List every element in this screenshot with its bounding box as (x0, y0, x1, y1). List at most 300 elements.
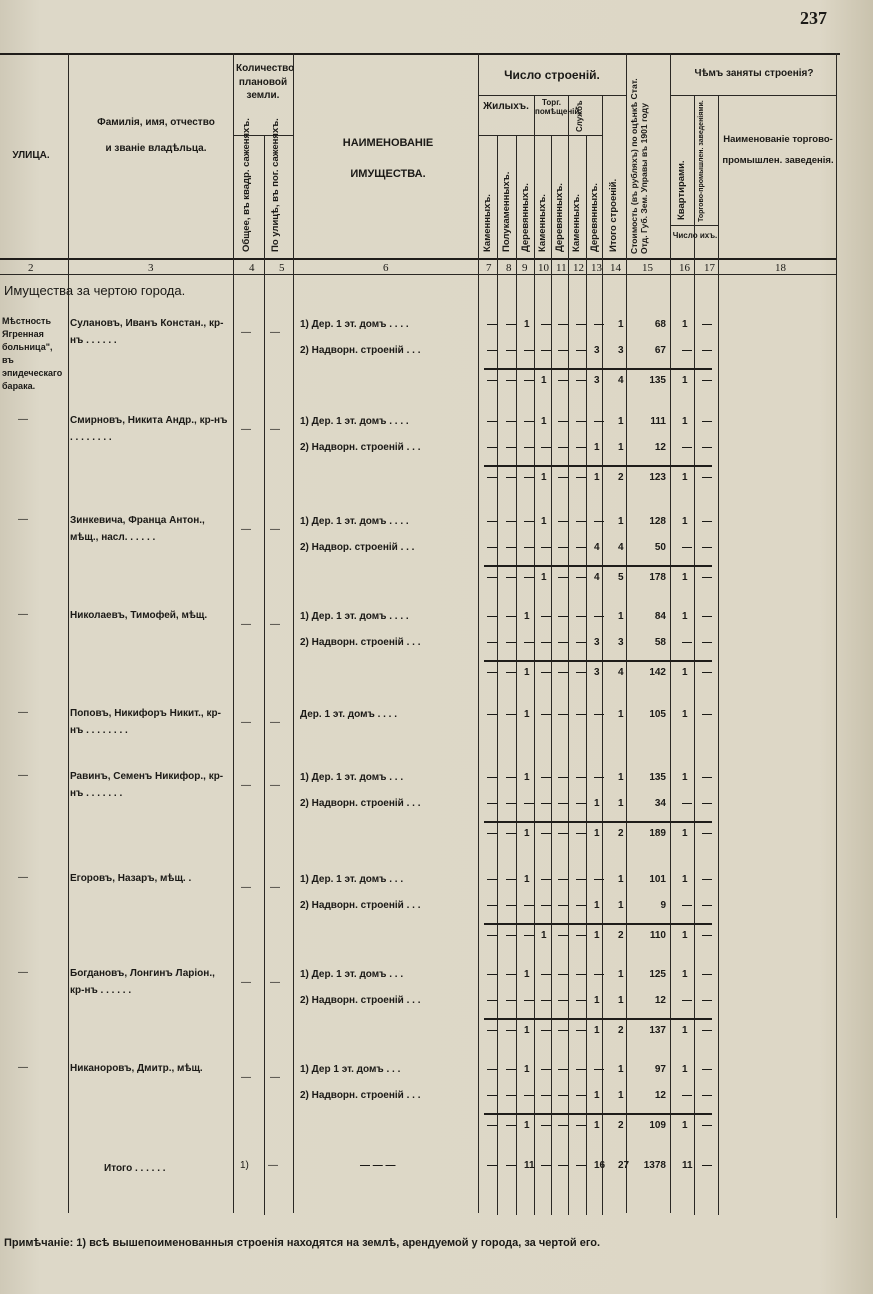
col-divider (586, 135, 587, 1215)
count-cell: — (524, 572, 534, 583)
trade-cell: — (702, 472, 712, 483)
apartments-cell: — (682, 442, 692, 453)
grand-property: — — — (360, 1160, 396, 1171)
apartments-cell: 1 (682, 611, 688, 622)
apartments-cell: 1 (682, 375, 688, 386)
count-cell: — (541, 542, 551, 553)
column-number: 3 (148, 262, 154, 274)
street-cell: — (18, 514, 28, 525)
owner-name: Сулановъ, Иванъ Констан., кр-нъ . . . . . . (70, 318, 224, 346)
header-buildings: Число строеній. (504, 68, 600, 82)
trade-cell: — (702, 375, 712, 386)
count-cell: — (487, 995, 497, 1006)
count-cell: — (594, 709, 604, 720)
col-divider (670, 53, 671, 1213)
count-cell: — (524, 472, 534, 483)
owner-name: Смирновъ, Никита Андр., кр-нъ . . . . . . . . (70, 415, 228, 443)
header-apartments: Квартирами. (676, 160, 687, 220)
count-cell: — (541, 637, 551, 648)
owner-name: Поповъ, Никифоръ Никит., кр-нъ . . . . . . . . (70, 708, 221, 736)
count-cell: — (541, 900, 551, 911)
count-cell: — (576, 930, 586, 941)
count-cell: 4 (594, 542, 600, 553)
trade-cell: — (702, 667, 712, 678)
trade-cell: — (702, 798, 712, 809)
trade-cell: — (702, 572, 712, 583)
subtotal-rule (484, 368, 712, 370)
count-cell: 1 (594, 900, 600, 911)
property-name: 2) Надворн. строеній . . . (300, 345, 421, 356)
trade-cell: — (702, 1064, 712, 1075)
count-cell: — (576, 345, 586, 356)
count-cell: — (506, 1025, 516, 1036)
count-cell: — (524, 900, 534, 911)
apartments-cell: 1 (682, 1025, 688, 1036)
count-cell: — (594, 416, 604, 427)
count-cell: — (558, 375, 568, 386)
property-name: 1) Дер. 1 эт. домъ . . . . (300, 416, 409, 427)
value-cell: 110 (649, 930, 666, 941)
count-cell: — (487, 542, 497, 553)
property-name: 2) Надворн. строеній . . . (300, 995, 421, 1006)
land-street-cell: — (270, 424, 280, 435)
apartments-cell: 1 (682, 516, 688, 527)
count-cell: 1 (594, 930, 600, 941)
count-cell: 4 (594, 572, 600, 583)
column-number: 10 (538, 262, 549, 274)
col-divider (478, 53, 479, 1213)
count-cell: — (541, 969, 551, 980)
colnum-rule (0, 274, 836, 275)
count-cell: — (487, 611, 497, 622)
count-cell: 1 (618, 442, 624, 453)
header-land-street: По улицѣ, въ пог. саженяхъ. (270, 118, 281, 252)
value-cell: 97 (654, 1064, 666, 1075)
count-cell: — (487, 472, 497, 483)
land-total-cell: — (241, 524, 251, 535)
count-cell: — (506, 874, 516, 885)
property-name: 2) Надвор. строеній . . . (300, 542, 415, 553)
land-street-cell: — (270, 524, 280, 535)
count-cell: 1 (618, 900, 624, 911)
top-rule (0, 53, 840, 55)
count-cell: 1 (541, 516, 547, 527)
count-cell: — (558, 1064, 568, 1075)
count-cell: 3 (594, 345, 600, 356)
count-cell: — (594, 1064, 604, 1075)
header-land-total: Общее, въ квадр. саженяхъ. (241, 118, 252, 252)
land-total-cell: — (241, 977, 251, 988)
value-cell: 142 (649, 667, 666, 678)
count-cell: — (576, 1064, 586, 1075)
count-cell: — (558, 772, 568, 783)
property-name: 1) Дер. 1 эт. домъ . . . . (300, 516, 409, 527)
land-street-cell: — (270, 619, 280, 630)
count-cell: — (506, 472, 516, 483)
trade-cell: — (702, 442, 712, 453)
col-divider (68, 53, 69, 1213)
count-cell: 5 (618, 572, 624, 583)
trade-cell: — (702, 345, 712, 356)
count-cell: — (558, 900, 568, 911)
trade-cell: — (702, 772, 712, 783)
count-cell: 1 (594, 798, 600, 809)
land-total-cell: — (241, 424, 251, 435)
count-cell: — (487, 772, 497, 783)
count-cell: — (487, 1160, 497, 1171)
property-name: 1) Дер. 1 эт. домъ . . . . (300, 611, 409, 622)
count-cell: — (524, 1090, 534, 1101)
header-col14: Итого строеній. (608, 178, 619, 252)
count-cell: — (487, 572, 497, 583)
count-cell: 1 (524, 611, 530, 622)
count-cell: 1 (541, 416, 547, 427)
count-cell: — (558, 828, 568, 839)
count-cell: 1 (618, 416, 624, 427)
column-number: 15 (642, 262, 653, 274)
count-cell: — (558, 416, 568, 427)
count-cell: — (487, 516, 497, 527)
count-cell: — (576, 1090, 586, 1101)
count-cell: — (558, 637, 568, 648)
value-cell: 12 (654, 1090, 666, 1101)
value-cell: 105 (649, 709, 666, 720)
page-number: 237 (800, 8, 827, 28)
land-total-cell: — (241, 619, 251, 630)
section-title: Имущества за чертою города. (4, 283, 186, 298)
header-owner: Фамилія, имя, отчество и званіе владѣльца. (97, 117, 215, 154)
count-cell: — (576, 375, 586, 386)
col-divider (534, 95, 535, 1215)
trade-cell: — (702, 611, 712, 622)
count-cell: — (541, 772, 551, 783)
apartments-cell: 1 (682, 1064, 688, 1075)
count-cell: — (541, 1120, 551, 1131)
apartments-cell: 1 (682, 416, 688, 427)
trade-cell: — (702, 319, 712, 330)
col-divider (568, 95, 569, 1215)
count-cell: — (541, 1160, 551, 1171)
count-cell: — (576, 319, 586, 330)
count-cell: — (487, 969, 497, 980)
count-cell: — (576, 416, 586, 427)
apartments-cell: — (682, 798, 692, 809)
count-cell: — (506, 1090, 516, 1101)
header-land: Количество плановой земли. (236, 63, 295, 101)
header-col9: Деревянныхъ. (520, 183, 531, 252)
col-divider (516, 135, 517, 1215)
land-total-cell: — (241, 882, 251, 893)
header-street: УЛИЦА. (12, 150, 50, 161)
footnote: Примѣчаніе: 1) всѣ вышепоименованныя строенія находятся на землѣ, арендуемой у города, за чертой его. (4, 1237, 601, 1249)
count-cell: — (576, 472, 586, 483)
subtotal-rule (484, 821, 712, 823)
column-number: 17 (704, 262, 715, 274)
grand-land-street: — (268, 1160, 278, 1171)
count-cell: — (576, 828, 586, 839)
count-cell: — (594, 772, 604, 783)
header-residential: Жилыхъ. (483, 101, 529, 112)
count-cell: — (576, 667, 586, 678)
header-col10: Каменныхъ. (537, 194, 548, 252)
count-cell: 2 (618, 1025, 624, 1036)
count-cell: 1 (524, 828, 530, 839)
count-cell: — (541, 345, 551, 356)
column-number: 11 (556, 262, 567, 274)
apartments-cell: 1 (682, 828, 688, 839)
grand-land-total: 1) (240, 1160, 249, 1171)
count-cell: — (524, 995, 534, 1006)
value-cell: 12 (654, 995, 666, 1006)
count-cell: — (558, 798, 568, 809)
location-note: Мѣстность Ягренная больница", въ эпидеческаго барака. (2, 316, 63, 392)
count-cell: — (558, 516, 568, 527)
subtotal-rule (484, 465, 712, 467)
land-street-cell: — (270, 717, 280, 728)
count-cell: 4 (618, 667, 624, 678)
header-col7: Каменныхъ. (482, 194, 493, 252)
count-cell: 1 (594, 828, 600, 839)
property-name: 2) Надворн. строеній . . . (300, 637, 421, 648)
count-cell: — (506, 798, 516, 809)
count-cell: — (576, 709, 586, 720)
value-cell: 123 (649, 472, 666, 483)
count-cell: 3 (618, 345, 624, 356)
column-number: 9 (522, 262, 528, 274)
apartments-cell: 1 (682, 874, 688, 885)
trade-cell: — (702, 637, 712, 648)
count-cell: 1 (618, 995, 624, 1006)
col-divider (694, 95, 695, 1215)
col-divider (626, 53, 627, 1213)
grand-total-label: Итого . . . . . . (104, 1163, 166, 1174)
column-number: 4 (249, 262, 255, 274)
count-cell: — (541, 874, 551, 885)
column-number: 8 (506, 262, 512, 274)
street-cell: — (18, 770, 28, 781)
count-cell: 1 (618, 874, 624, 885)
count-cell: — (576, 1025, 586, 1036)
value-cell: 67 (654, 345, 666, 356)
subtotal-rule (484, 923, 712, 925)
count-cell: 1 (524, 874, 530, 885)
property-name: 1) Дер. 1 эт. домъ . . . (300, 772, 404, 783)
count-cell: — (524, 416, 534, 427)
count-cell: — (524, 542, 534, 553)
count-cell: — (487, 1120, 497, 1131)
count-cell: — (558, 930, 568, 941)
street-cell: — (18, 1062, 28, 1073)
apartments-cell: 1 (682, 772, 688, 783)
count-cell: 1 (524, 667, 530, 678)
count-cell: — (558, 472, 568, 483)
street-cell: — (18, 414, 28, 425)
col-divider (264, 135, 265, 1215)
land-street-cell: — (270, 1072, 280, 1083)
count-cell: — (558, 572, 568, 583)
value-cell: 137 (649, 1025, 666, 1036)
header-col12: Каменныхъ. (571, 194, 582, 252)
value-cell: 101 (649, 874, 666, 885)
count-cell: — (487, 930, 497, 941)
count-cell: — (541, 798, 551, 809)
count-cell: — (506, 772, 516, 783)
count-cell: — (487, 637, 497, 648)
count-cell: 1 (541, 375, 547, 386)
property-name: 2) Надворн. строеній . . . (300, 798, 421, 809)
count-cell: — (487, 375, 497, 386)
count-cell: 1 (618, 709, 624, 720)
apartments-cell: 1 (682, 930, 688, 941)
value-cell: 135 (649, 375, 666, 386)
count-cell: — (506, 611, 516, 622)
apartments-cell: 1 (682, 319, 688, 330)
column-number: 5 (279, 262, 285, 274)
trade-cell: — (702, 542, 712, 553)
trade-cell: — (702, 1160, 712, 1171)
column-number: 6 (383, 262, 389, 274)
apartments-cell: — (682, 900, 692, 911)
count-cell: — (524, 442, 534, 453)
count-cell: — (524, 345, 534, 356)
property-name: Дер. 1 эт. домъ . . . . (300, 709, 398, 720)
count-cell: — (487, 1025, 497, 1036)
count-cell: 4 (618, 375, 624, 386)
subheader-rule (670, 225, 718, 226)
count-cell: — (524, 375, 534, 386)
property-name: 1) Дер. 1 эт. домъ . . . . (300, 319, 409, 330)
apartments-cell: 11 (682, 1160, 693, 1171)
street-cell: — (18, 967, 28, 978)
subtotal-rule (484, 1018, 712, 1020)
apartments-cell: 1 (682, 572, 688, 583)
count-cell: 1 (594, 1090, 600, 1101)
count-cell: — (558, 1120, 568, 1131)
count-cell: — (576, 611, 586, 622)
count-cell: — (594, 319, 604, 330)
apartments-cell: 1 (682, 969, 688, 980)
owner-name: Равинъ, Семенъ Никифор., кр-нъ . . . . . . . (70, 771, 224, 799)
column-number: 14 (610, 262, 621, 274)
count-cell: 1 (524, 319, 530, 330)
value-cell: 189 (649, 828, 666, 839)
value-cell: 68 (654, 319, 666, 330)
count-cell: — (506, 375, 516, 386)
street-cell: — (18, 872, 28, 883)
count-cell: — (506, 667, 516, 678)
header-col8: Полукаменныхъ. (501, 171, 512, 252)
count-cell: 16 (594, 1160, 606, 1171)
count-cell: — (576, 969, 586, 980)
count-cell: — (524, 930, 534, 941)
count-cell: — (558, 1025, 568, 1036)
value-cell: 34 (654, 798, 666, 809)
property-name: 1) Дер 1 эт. домъ . . . (300, 1064, 401, 1075)
count-cell: — (506, 930, 516, 941)
count-cell: — (558, 995, 568, 1006)
street-cell: — (18, 609, 28, 620)
count-cell: — (487, 319, 497, 330)
trade-cell: — (702, 709, 712, 720)
count-cell: 1 (594, 995, 600, 1006)
count-cell: — (558, 319, 568, 330)
header-col11: Деревянныхъ. (554, 183, 565, 252)
count-cell: — (541, 828, 551, 839)
trade-cell: — (702, 969, 712, 980)
count-cell: — (576, 900, 586, 911)
column-number: 16 (679, 262, 690, 274)
count-cell: — (487, 667, 497, 678)
count-cell: — (506, 319, 516, 330)
header-trade-est: Торгово-промышлен. заведеніями. (698, 100, 705, 222)
trade-cell: — (702, 416, 712, 427)
apartments-cell: — (682, 637, 692, 648)
count-cell: — (541, 319, 551, 330)
header-occupied: Чѣмъ заняты строенія? (694, 68, 814, 79)
count-cell: — (506, 709, 516, 720)
col-divider (293, 53, 294, 1213)
count-cell: 1 (594, 472, 600, 483)
count-cell: — (506, 828, 516, 839)
count-cell: — (558, 611, 568, 622)
header-service: Службъ (575, 100, 584, 132)
count-cell: 3 (594, 375, 600, 386)
property-name: 2) Надворн. строеній . . . (300, 900, 421, 911)
count-cell: — (594, 516, 604, 527)
value-cell: 109 (649, 1120, 666, 1131)
trade-cell: — (702, 1025, 712, 1036)
count-cell: — (558, 542, 568, 553)
count-cell: — (487, 345, 497, 356)
count-cell: — (594, 969, 604, 980)
count-cell: 1 (524, 709, 530, 720)
col-divider (497, 135, 498, 1215)
count-cell: 3 (594, 667, 600, 678)
count-cell: — (576, 995, 586, 1006)
column-number: 13 (591, 262, 602, 274)
property-name: 2) Надворн. строеній . . . (300, 442, 421, 453)
count-cell: — (506, 1160, 516, 1171)
land-street-cell: — (270, 327, 280, 338)
count-cell: — (576, 542, 586, 553)
subheader-rule (478, 135, 602, 136)
count-cell: 1 (524, 1025, 530, 1036)
value-cell: 9 (660, 900, 666, 911)
col-divider (602, 95, 603, 1215)
column-number: 7 (486, 262, 492, 274)
count-cell: 1 (618, 969, 624, 980)
count-cell: 1 (594, 442, 600, 453)
property-name: 1) Дер. 1 эт. домъ . . . (300, 969, 404, 980)
trade-cell: — (702, 516, 712, 527)
trade-cell: — (702, 930, 712, 941)
land-total-cell: — (241, 1072, 251, 1083)
column-number: 18 (775, 262, 786, 274)
count-cell: — (576, 637, 586, 648)
count-cell: — (506, 442, 516, 453)
owner-name: Богдановъ, Лонгинъ Ларіон., кр-нъ . . . . . . (70, 968, 215, 996)
count-cell: — (487, 709, 497, 720)
property-name: 2) Надворн. строеній . . . (300, 1090, 421, 1101)
count-cell: — (506, 345, 516, 356)
land-street-cell: — (270, 977, 280, 988)
header-count: Число ихъ. (672, 231, 718, 240)
value-cell: 128 (649, 516, 666, 527)
count-cell: 2 (618, 472, 624, 483)
header-bottom-rule (0, 258, 836, 260)
count-cell: — (487, 416, 497, 427)
land-total-cell: — (241, 780, 251, 791)
